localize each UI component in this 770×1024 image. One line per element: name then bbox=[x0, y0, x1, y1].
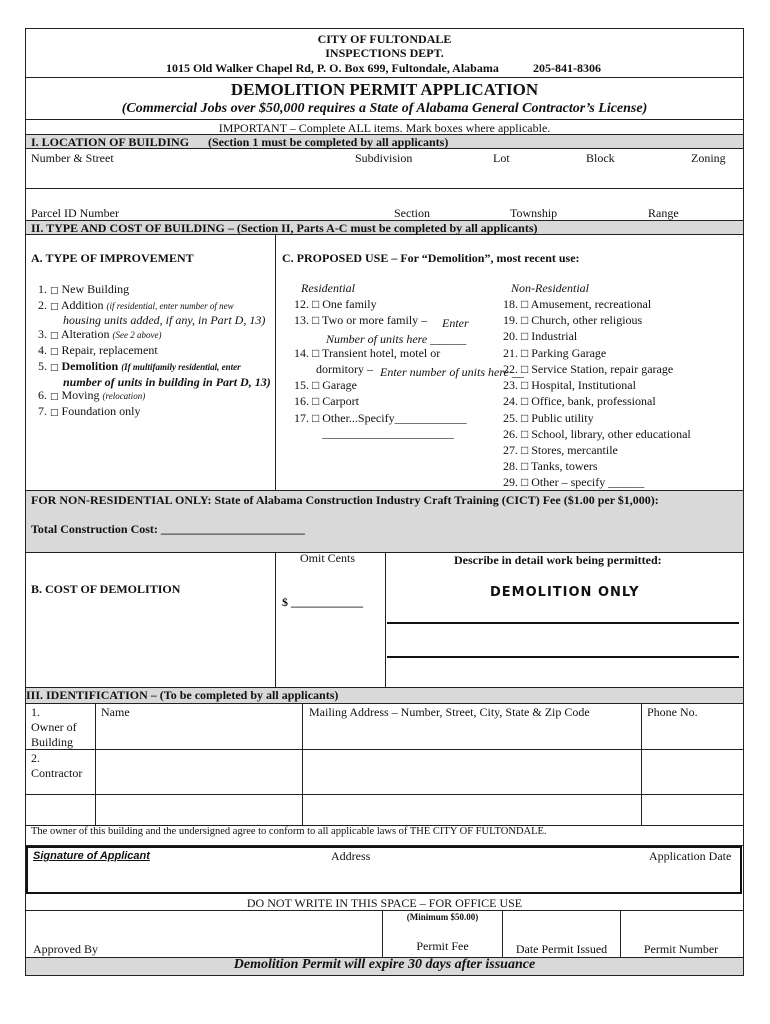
use-item-15[interactable]: 15. □ Garage bbox=[294, 378, 357, 392]
section1-heading-note: (Section 1 must be completed by all applicants) bbox=[208, 135, 449, 149]
improvement-item-6[interactable] bbox=[38, 388, 145, 403]
omit-cents-label: Omit Cents bbox=[300, 551, 356, 565]
column-divider bbox=[641, 703, 642, 825]
item-number: 5. bbox=[38, 359, 47, 373]
zoning-label: Zoning bbox=[691, 151, 726, 165]
checkbox-icon[interactable]: □ bbox=[50, 347, 59, 357]
block-label: Block bbox=[586, 151, 615, 165]
residential-title: Residential bbox=[301, 281, 355, 295]
use-item-14-cont: dormitory – bbox=[316, 362, 373, 376]
use-item-14[interactable]: 14. □ Transient hotel, motel or bbox=[294, 346, 441, 360]
column-divider bbox=[302, 703, 303, 825]
type-improvement-title: A. TYPE OF IMPROVEMENT bbox=[31, 251, 194, 265]
owner-name-input[interactable] bbox=[100, 722, 296, 740]
item-note: number of units in building in Part D, 13) bbox=[63, 375, 271, 389]
checkbox-icon[interactable]: □ bbox=[50, 331, 59, 341]
divider bbox=[25, 703, 744, 704]
item-label: Foundation only bbox=[61, 404, 141, 418]
improvement-item-2[interactable] bbox=[38, 298, 234, 313]
page-subtitle: (Commercial Jobs over $50,000 requires a State of Alabama General Contractor’s License) bbox=[121, 101, 648, 116]
name-header: Name bbox=[101, 705, 130, 719]
item-label: New Building bbox=[61, 282, 130, 296]
office-use-heading: DO NOT WRITE IN THIS SPACE – FOR OFFICE USE bbox=[246, 896, 523, 910]
use-item-26[interactable]: 26. □ School, library, other educational bbox=[503, 427, 691, 441]
divider bbox=[25, 188, 744, 189]
column-divider bbox=[275, 234, 276, 490]
item-note: (See 2 above) bbox=[112, 330, 162, 340]
owner-number: 1. bbox=[31, 705, 40, 719]
dept-name: INSPECTIONS DEPT. bbox=[325, 46, 444, 60]
use-item-29[interactable]: 29. □ Other – specify ______ bbox=[503, 475, 645, 489]
section1-heading: I. LOCATION OF BUILDING bbox=[31, 135, 190, 149]
specify-line[interactable]: ______________________ bbox=[322, 426, 454, 440]
use-item-27[interactable]: 27. □ Stores, mercantile bbox=[503, 443, 618, 457]
divider bbox=[25, 910, 744, 911]
township-label: Township bbox=[510, 206, 558, 220]
location-field[interactable] bbox=[31, 167, 731, 185]
improvement-item-4[interactable] bbox=[38, 343, 158, 358]
expire-note: Demolition Permit will expire 30 days after issuance bbox=[233, 957, 536, 972]
improvement-item-1[interactable] bbox=[38, 282, 129, 297]
item-number: 3. bbox=[38, 327, 47, 341]
use-item-19[interactable]: 19. □ Church, other religious bbox=[503, 313, 643, 327]
units-note-2: Enter number of units here __ bbox=[380, 365, 524, 379]
divider bbox=[25, 749, 744, 750]
divider bbox=[25, 794, 744, 795]
section-label: Section bbox=[394, 206, 430, 220]
app-date-label: Application Date bbox=[649, 849, 732, 863]
cost-demolition-title: B. COST OF DEMOLITION bbox=[31, 582, 181, 596]
checkbox-icon[interactable]: □ bbox=[50, 408, 59, 418]
owner-address-input[interactable] bbox=[307, 722, 637, 740]
item-note: (relocation) bbox=[102, 391, 146, 401]
item-note: housing units added, if any, in Part D, 13) bbox=[63, 313, 266, 327]
enter-note: Enter bbox=[442, 316, 469, 330]
use-item-12[interactable]: 12. □ One family bbox=[294, 297, 377, 311]
address-label: Address bbox=[331, 849, 371, 863]
item-note: (if residential, enter number of new bbox=[106, 301, 234, 311]
permit-fee-label: Permit Fee bbox=[416, 939, 469, 953]
checkbox-icon[interactable]: □ bbox=[50, 363, 59, 373]
range-label: Range bbox=[648, 206, 679, 220]
use-item-25[interactable]: 25. □ Public utility bbox=[503, 411, 594, 425]
item-number: 1. bbox=[38, 282, 47, 296]
item-label: Repair, replacement bbox=[61, 343, 158, 357]
use-item-28[interactable]: 28. □ Tanks, towers bbox=[503, 459, 598, 473]
dept-address: 1015 Old Walker Chapel Rd, P. O. Box 699, Fultondale, Alabama bbox=[166, 61, 499, 75]
improvement-item-3[interactable] bbox=[38, 327, 162, 342]
contractor-number: 2. bbox=[31, 751, 40, 765]
subdivision-label: Subdivision bbox=[355, 151, 413, 165]
use-item-24[interactable]: 24. □ Office, bank, professional bbox=[503, 394, 656, 408]
column-divider bbox=[275, 552, 276, 687]
important-note: IMPORTANT – Complete ALL items. Mark boxes where applicable. bbox=[218, 121, 551, 135]
use-item-13[interactable]: 13. □ Two or more family – bbox=[294, 313, 428, 327]
divider bbox=[25, 77, 744, 78]
city-name: CITY OF FULTONDALE bbox=[317, 32, 452, 46]
item-number: 2. bbox=[38, 298, 47, 312]
use-item-22[interactable]: 22. □ Service Station, repair garage bbox=[503, 362, 674, 376]
item-note: (If multifamily residential, enter bbox=[121, 362, 241, 372]
divider bbox=[25, 119, 744, 120]
item-number: 4. bbox=[38, 343, 47, 357]
minimum-note: (Minimum $50.00) bbox=[406, 912, 479, 922]
owner-label: Owner of bbox=[31, 720, 77, 734]
item-label: Moving bbox=[61, 388, 100, 402]
date-issued-label: Date Permit Issued bbox=[515, 942, 608, 956]
parcel-label: Parcel ID Number bbox=[31, 206, 119, 220]
column-divider bbox=[95, 703, 96, 825]
cict-note: FOR NON-RESIDENTIAL ONLY: State of Alabama Construction Industry Craft Training (CICT) Fee ($1.00 per $1,000): bbox=[31, 493, 659, 507]
contractor-address-input[interactable] bbox=[307, 764, 637, 782]
owner-phone-input[interactable] bbox=[646, 722, 740, 740]
nonresidential-title: Non-Residential bbox=[511, 281, 589, 295]
description-line[interactable] bbox=[387, 622, 739, 624]
improvement-item-5[interactable] bbox=[38, 359, 241, 374]
contractor-label: Contractor bbox=[31, 766, 83, 780]
agreement-text: The owner of this building and the undersigned agree to conform to all applicable laws of THE CITY OF FULTONDALE. bbox=[31, 826, 547, 837]
proposed-use-title: C. PROPOSED USE – For “Demolition”, most recent use: bbox=[282, 251, 580, 265]
contractor-phone-input[interactable] bbox=[646, 764, 740, 782]
number-street-label: Number & Street bbox=[31, 151, 114, 165]
permit-number-label: Permit Number bbox=[643, 942, 719, 956]
description-line[interactable] bbox=[387, 656, 739, 658]
use-item-23[interactable]: 23. □ Hospital, Institutional bbox=[503, 378, 636, 392]
contractor-name-input[interactable] bbox=[100, 764, 296, 782]
divider bbox=[25, 234, 744, 235]
use-item-16[interactable]: 16. □ Carport bbox=[294, 394, 359, 408]
use-item-18[interactable]: 18. □ Amusement, recreational bbox=[503, 297, 652, 311]
section3-heading: III. IDENTIFICATION – (To be completed by all applicants) bbox=[26, 688, 339, 702]
signature-input[interactable] bbox=[33, 868, 733, 888]
item-label: Demolition bbox=[61, 359, 119, 373]
item-label: Addition bbox=[60, 298, 104, 312]
checkbox-icon[interactable]: □ bbox=[50, 286, 59, 296]
units-note: Number of units here ______ bbox=[326, 332, 467, 346]
page-title: DEMOLITION PERMIT APPLICATION bbox=[230, 80, 539, 99]
phone-header: Phone No. bbox=[647, 705, 698, 719]
item-label: Alteration bbox=[60, 327, 110, 341]
improvement-item-7[interactable] bbox=[38, 404, 141, 419]
divider bbox=[25, 148, 744, 149]
demolition-only-text: DEMOLITION ONLY bbox=[490, 585, 640, 600]
owner-label-2: Building bbox=[31, 735, 74, 749]
cost-amount-field[interactable]: $ ____________ bbox=[282, 595, 363, 609]
item-number: 6. bbox=[38, 388, 47, 402]
section2-heading: II. TYPE AND COST OF BUILDING – (Section II, Parts A-C must be completed by all applicants) bbox=[31, 221, 538, 235]
column-divider bbox=[385, 552, 386, 687]
checkbox-icon[interactable]: □ bbox=[50, 302, 59, 312]
item-number: 7. bbox=[38, 404, 47, 418]
dept-phone: 205-841-8306 bbox=[533, 61, 601, 75]
mailing-header: Mailing Address – Number, Street, City, State & Zip Code bbox=[309, 705, 590, 719]
signature-label: Signature of Applicant bbox=[33, 850, 150, 862]
total-cost-field[interactable]: Total Construction Cost: ________________________ bbox=[31, 522, 305, 536]
approved-by-label: Approved By bbox=[33, 942, 98, 956]
checkbox-icon[interactable]: □ bbox=[50, 392, 59, 402]
use-item-21[interactable]: 21. □ Parking Garage bbox=[503, 346, 607, 360]
use-item-17[interactable]: 17. □ Other...Specify____________ bbox=[294, 411, 467, 425]
parcel-field[interactable] bbox=[31, 190, 731, 205]
lot-label: Lot bbox=[493, 151, 510, 165]
use-item-20[interactable]: 20. □ Industrial bbox=[503, 329, 578, 343]
describe-label: Describe in detail work being permitted: bbox=[454, 553, 662, 567]
